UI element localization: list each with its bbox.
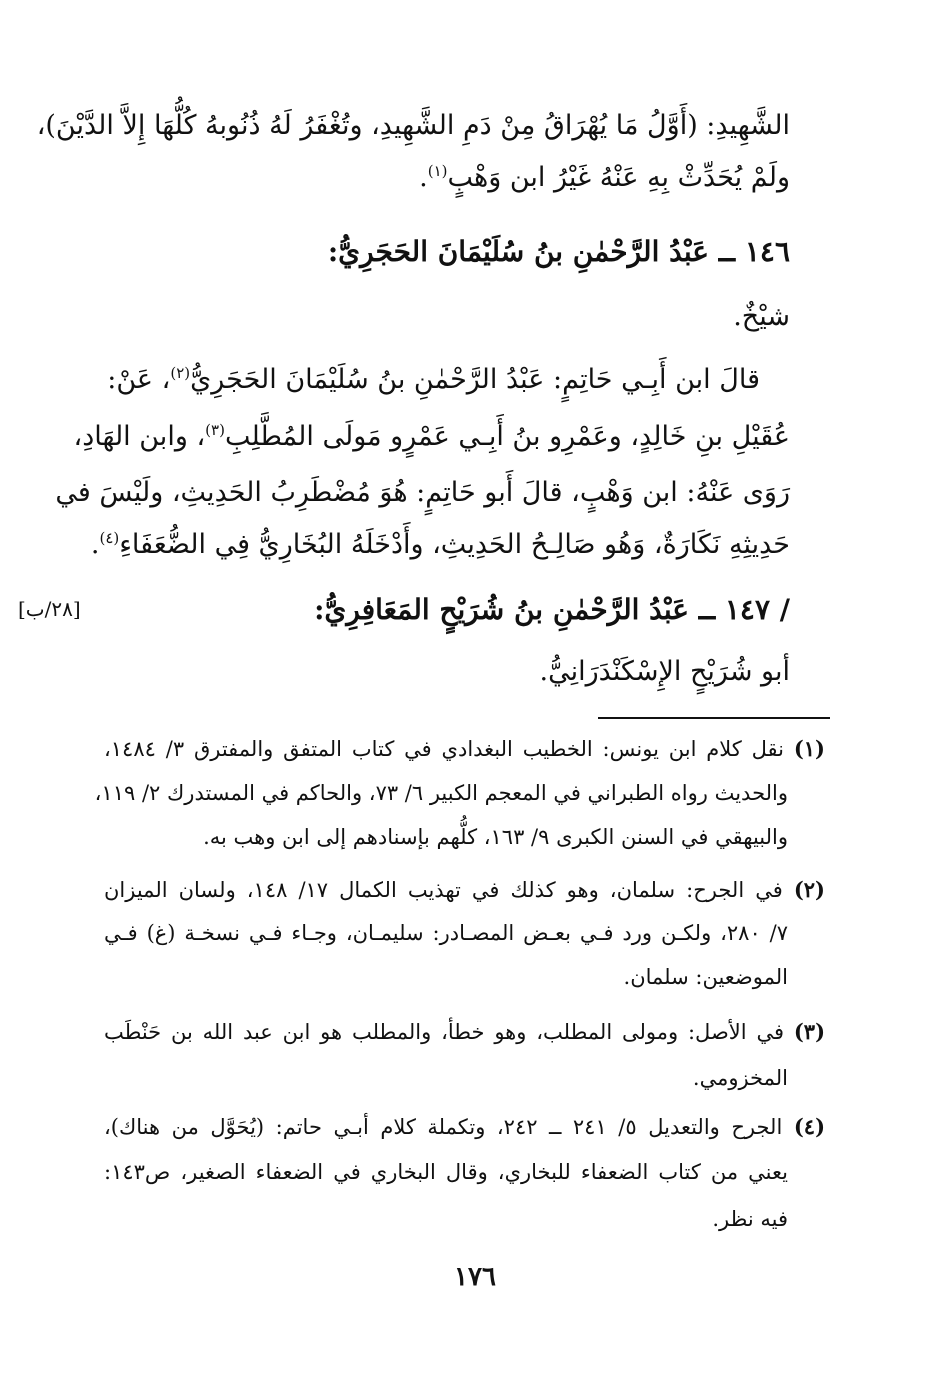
footnote-4-line-1: (٤) الجرح والتعديل ٥/ ٢٤١ ــ ٢٤٢، وتكملة كلام أبـي حاتم: (يُحَوَّل من هناك)، xyxy=(104,1114,825,1139)
footnote-4-line-3: فيه نظر. xyxy=(712,1207,788,1231)
entry-description-146: شيْخٌ. xyxy=(733,301,790,332)
footnote-3-line-1: (٣) في الأصل: ومولى المطلب، وهو خطأ، والمطلب هو ابن عبد الله بن حَنْطَب xyxy=(104,1019,825,1044)
footnote-ref-3[interactable]: (٣) xyxy=(205,421,225,439)
entry-description-147: أبو شُرَيْحٍ الإِسْكَنْدَرَانِيُّ. xyxy=(539,656,790,687)
footnote-2-number: (٢) xyxy=(793,877,825,902)
footnote-2-line-2: ٧/ ٢٨٠، ولكـن ورد فـي بعـض المصـادر: سليمـان، وجـاء فـي نسخـة (غ) فـي xyxy=(104,921,788,945)
page-number: ١٧٦ xyxy=(454,1262,496,1292)
footnote-1-line-3: والبيهقي في السنن الكبرى ٩/ ١٦٣، كلُّهم بإسنادهم إلى ابن وهب به. xyxy=(203,825,788,849)
footnote-ref-2[interactable]: (٢) xyxy=(170,364,191,382)
entry-heading-146: ١٤٦ ــ عَبْدُ الرَّحْمٰنِ بنُ سُلَيْمَانَ الحَجَرِيُّ: xyxy=(327,235,790,268)
footnote-2-line-3: الموضعين: سلمان. xyxy=(623,965,788,989)
footnote-ref-4[interactable]: (٤) xyxy=(99,529,120,547)
body-line-7: رَوَى عَنْهُ: ابن وَهْبٍ، قالَ أَبو حَاتِمٍ: هُوَ مُضْطَرِبُ الحَدِيثِ، ولَيْسَ في xyxy=(55,477,790,508)
body-line-6: عُقَيْلِ بنِ خَالِدٍ، وعَمْرِو بنُ أَبِـي عَمْرٍو مَولَى المُطَّلِبِ$^{(٣)}$، وابن الهَادِ، xyxy=(73,421,790,452)
footnote-2-line-1: (٢) في الجرح: سلمان، وهو كذلك في تهذيب الكمال ١٧/ ١٤٨، ولسان الميزان xyxy=(104,877,825,902)
footnote-1-line-1: (١) نقل كلام ابن يونس: الخطيب البغدادي في كتاب المتفق والمفترق ٣/ ١٤٨٤، xyxy=(104,736,825,761)
footnote-4-number: (٤) xyxy=(793,1114,825,1139)
body-line-5: قالَ ابن أَبِـي حَاتِمٍ: عَبْدُ الرَّحْمٰنِ بنُ سُلَيْمَانَ الحَجَرِيُّ$^{(٢)}$، عَنْ: xyxy=(107,364,760,395)
footnote-separator xyxy=(598,717,830,719)
body-line-1: الشَّهِيدِ: (أَوَّلُ مَا يُهْرَاقُ مِنْ دَمِ الشَّهِيدِ، وتُغْفَرُ لَهُ ذُنُوبهُ كُلُّهَا إِلاَّ الدَّيْنَ)، xyxy=(36,110,790,141)
footnote-3-number: (٣) xyxy=(793,1019,825,1044)
footnote-1-number: (١) xyxy=(793,736,825,761)
body-line-8: حَدِيثِهِ نَكَارَةٌ، وَهُو صَالِـحُ الحَدِيثِ، وأَدْخَلَهُ البُخَارِيُّ فِي الضُّعَفَاءِ$^{(٤)}$. xyxy=(90,529,790,560)
entry-heading-147: / ١٤٧ ــ عَبْدُ الرَّحْمٰنِ بنُ شُرَيْحٍ المَعَافِرِيُّ: xyxy=(314,593,790,626)
footnote-ref-1[interactable]: (١) xyxy=(427,162,448,180)
footnote-3-line-2: المخزومي. xyxy=(692,1066,788,1090)
footnote-4-line-2: يعني من كتاب الضعفاء للبخاري، وقال البخاري في الضعفاء الصغير، ص١٤٣: xyxy=(104,1160,788,1184)
body-line-2: ولَمْ يُحَدِّثْ بِهِ عَنْهُ غَيْرُ ابن وَهْبٍ$^{(١)}$. xyxy=(419,162,790,193)
margin-folio-note: [٢٨/ب] xyxy=(18,597,81,621)
footnote-1-line-2: والحديث رواه الطبراني في المعجم الكبير ٦/ ٧٣، والحاكم في المستدرك ٢/ ١١٩، xyxy=(94,781,788,805)
